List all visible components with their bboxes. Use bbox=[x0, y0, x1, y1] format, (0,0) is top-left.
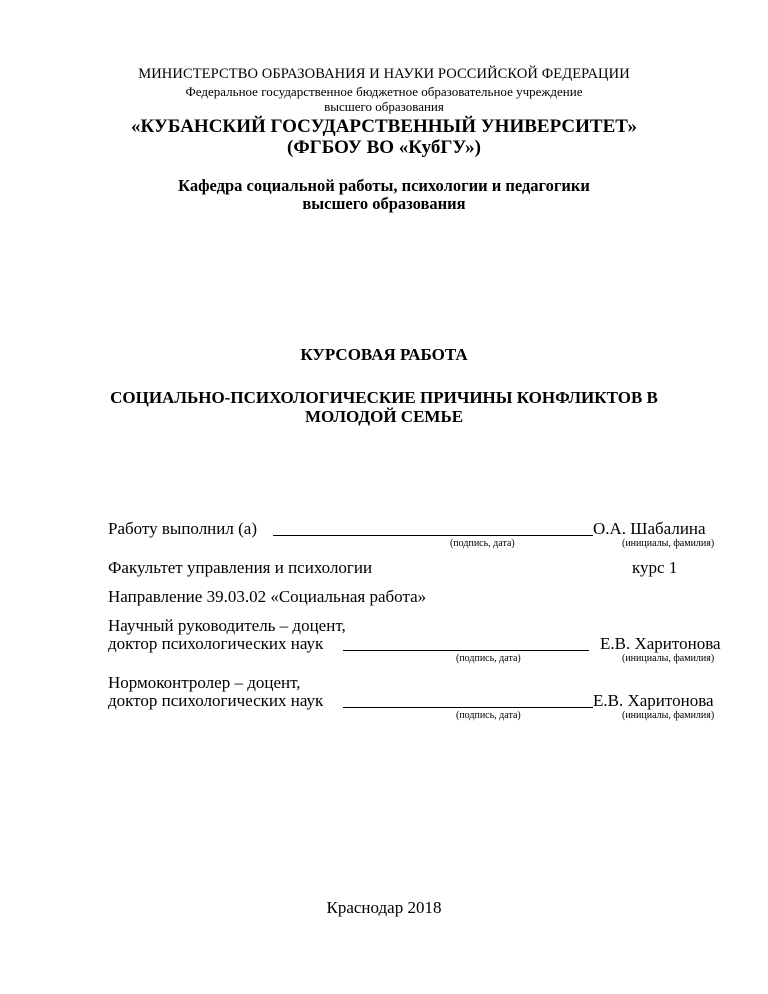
topic-line1: СОЦИАЛЬНО-ПСИХОЛОГИЧЕСКИЕ ПРИЧИНЫ КОНФЛИКТОВ В bbox=[110, 388, 658, 407]
normcontroller-signature-line bbox=[343, 707, 593, 708]
normcontroller-label-line2: доктор психологических наук bbox=[108, 691, 324, 710]
department-line1: Кафедра социальной работы, психологии и педагогики bbox=[178, 176, 590, 195]
performer-signature-line bbox=[273, 535, 593, 536]
supervisor-label-line2: доктор психологических наук bbox=[108, 634, 324, 653]
city-year: Краснодар 2018 bbox=[326, 898, 442, 917]
performer-label: Работу выполнил (а) bbox=[108, 519, 257, 538]
department-line2: высшего образования bbox=[302, 194, 466, 213]
supervisor-name: Е.В. Харитонова bbox=[600, 634, 721, 653]
university-name: «КУБАНСКИЙ ГОСУДАРСТВЕННЫЙ УНИВЕРСИТЕТ» bbox=[131, 116, 637, 137]
institution-type-line1: Федеральное государственное бюджетное образовательное учреждение bbox=[185, 84, 583, 99]
course: курс 1 bbox=[632, 558, 678, 577]
performer-signature-caption: (подпись, дата) bbox=[450, 538, 515, 549]
work-type: КУРСОВАЯ РАБОТА bbox=[300, 345, 468, 364]
supervisor-signature-caption: (подпись, дата) bbox=[456, 653, 521, 664]
institution-type-line2: высшего образования bbox=[324, 99, 444, 114]
direction: Направление 39.03.02 «Социальная работа» bbox=[108, 587, 427, 606]
university-abbr: (ФГБОУ ВО «КубГУ») bbox=[287, 137, 481, 158]
normcontroller-name: Е.В. Харитонова bbox=[593, 691, 714, 710]
topic-line2: МОЛОДОЙ СЕМЬЕ bbox=[304, 407, 464, 426]
normcontroller-signature-caption: (подпись, дата) bbox=[456, 710, 521, 721]
supervisor-label-line1: Научный руководитель – доцент, bbox=[108, 616, 346, 635]
normcontroller-initials-caption: (инициалы, фамилия) bbox=[622, 710, 715, 721]
performer-name: О.А. Шабалина bbox=[593, 519, 706, 538]
performer-initials-caption: (инициалы, фамилия) bbox=[622, 538, 715, 549]
faculty: Факультет управления и психологии bbox=[108, 558, 373, 577]
normcontroller-label-line1: Нормоконтролер – доцент, bbox=[108, 673, 301, 692]
supervisor-initials-caption: (инициалы, фамилия) bbox=[622, 653, 715, 664]
supervisor-signature-line bbox=[343, 650, 589, 651]
ministry-title: МИНИСТЕРСТВО ОБРАЗОВАНИЯ И НАУКИ РОССИЙСКОЙ ФЕДЕРАЦИИ bbox=[138, 66, 630, 82]
